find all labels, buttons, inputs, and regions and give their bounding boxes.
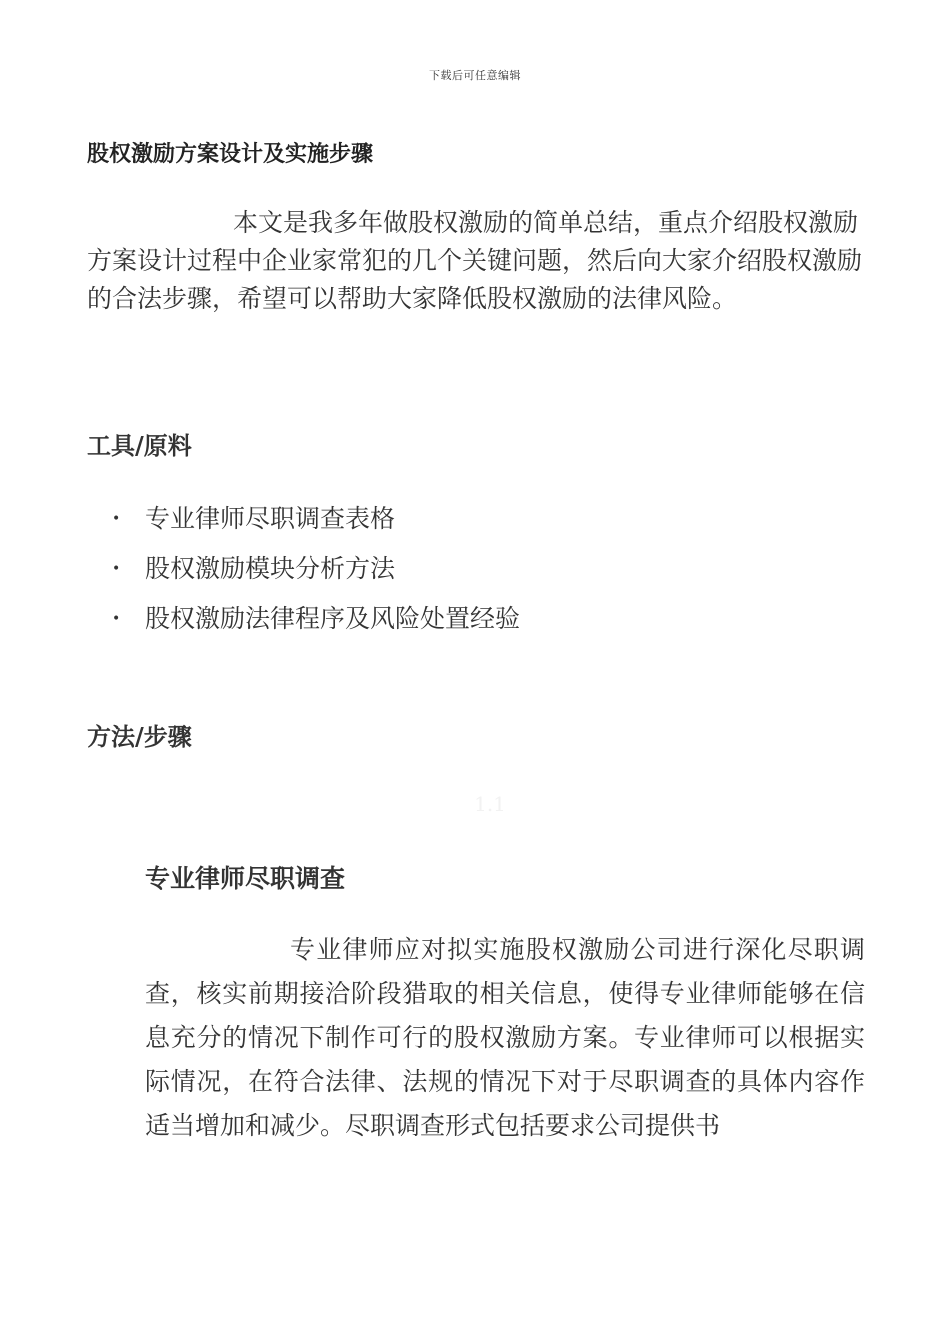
bullet-icon: • [112, 611, 121, 627]
tools-list [112, 494, 520, 644]
intro-paragraph: 本文是我多年做股权激励的简单总结，重点介绍股权激励方案设计过程中企业家常犯的几个关键问题，然后向大家介绍股权激励的合法步骤，希望可以帮助大家降低股权激励的法律风险。 [87, 208, 863, 313]
tools-heading: 工具/原料 [87, 431, 192, 460]
step-body: 专业律师应对拟实施股权激励公司进行深化尽职调查，核实前期接洽阶段猎取的相关信息，使得专业律师能够在信息充分的情况下制作可行的股权激励方案。专业律师可以根据实际情况，在符合法律、法规的情况下对于尽职调查的具体内容作适当增加和减少。尽职调查形式包括要求公司提供书 [145, 935, 865, 1140]
step-title: 专业律师尽职调查 [145, 864, 346, 893]
bullet-icon: • [112, 511, 121, 527]
list-item [112, 544, 520, 594]
steps-heading: 方法/步骤 [87, 722, 192, 751]
list-item [112, 494, 520, 544]
list-item [112, 594, 520, 644]
header-note: 下载后可任意编辑 [429, 69, 521, 82]
document-title: 股权激励方案设计及实施步骤 [87, 141, 374, 167]
list-item-text: 股权激励法律程序及风险处置经验 [145, 604, 521, 633]
list-item-text: 专业律师尽职调查表格 [145, 504, 396, 533]
step-number: 1.1 [474, 792, 506, 816]
bullet-icon: • [112, 561, 121, 577]
list-item-text: 股权激励模块分析方法 [145, 554, 396, 583]
